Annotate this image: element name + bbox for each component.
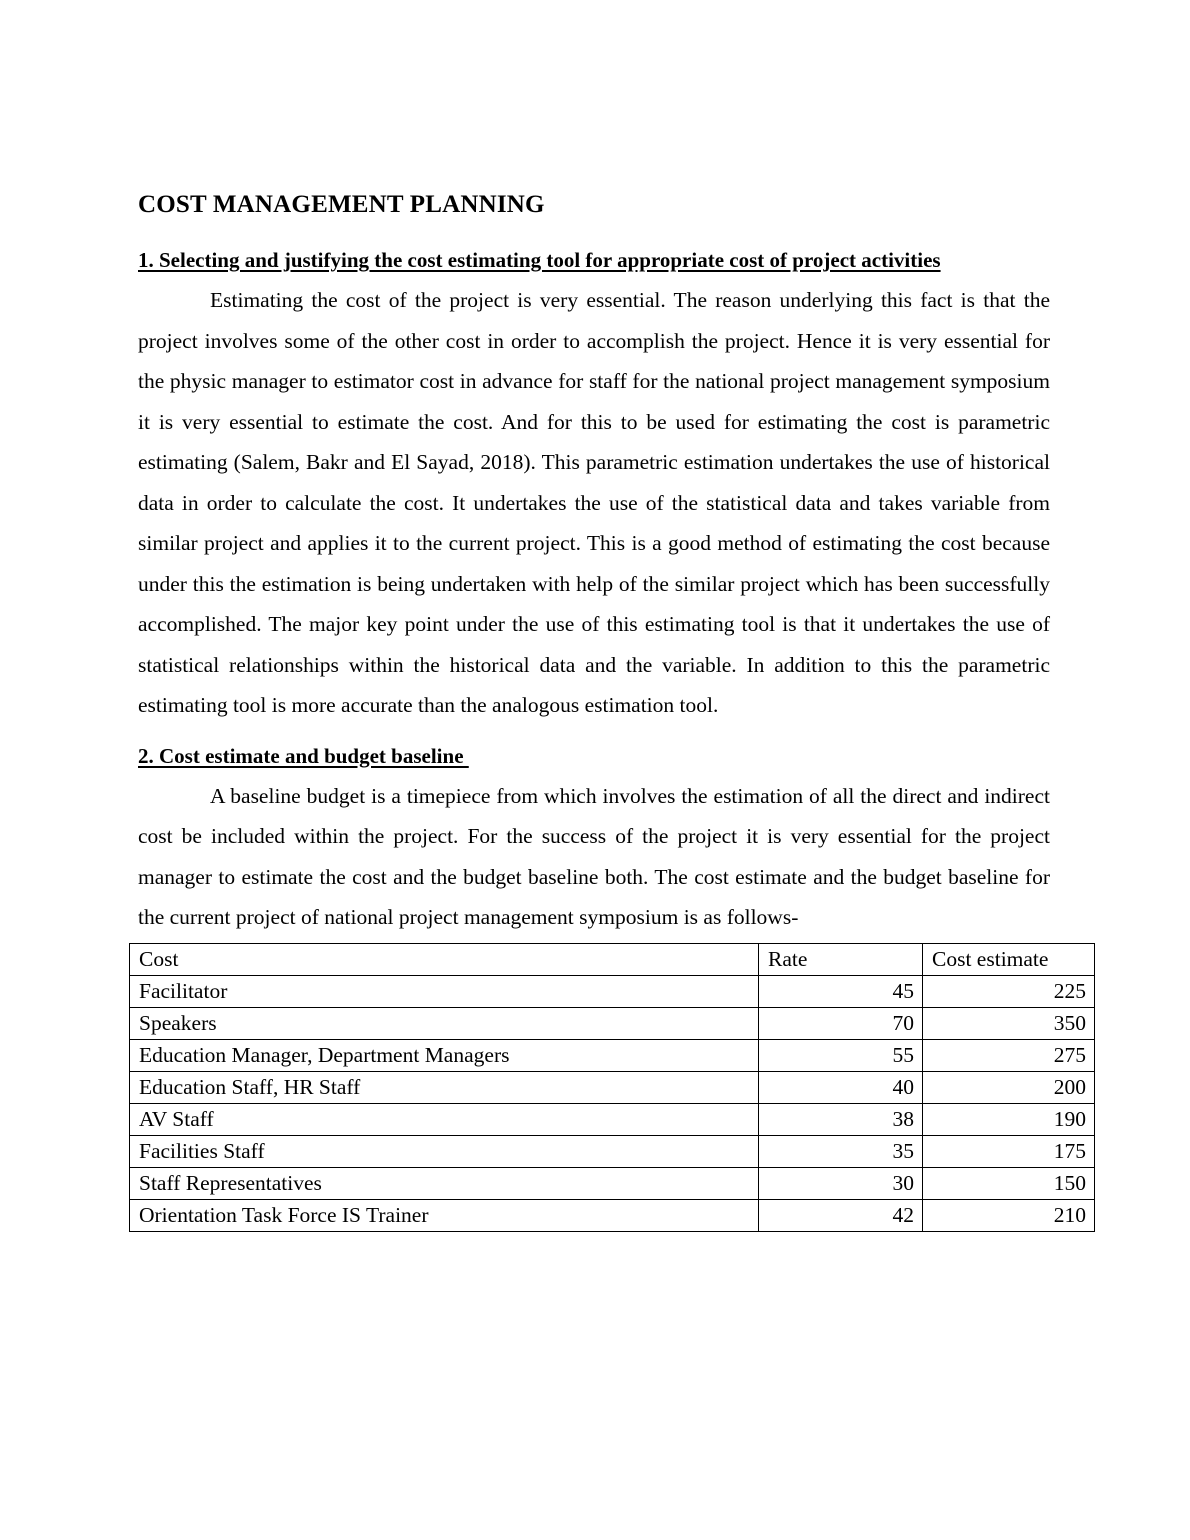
cost-estimate-table [129,943,1095,1232]
cell-cost: Facilitator [130,975,759,1007]
table-header [130,943,1095,975]
cell-rate: 42 [759,1199,923,1231]
column-header-rate: Rate [759,943,923,975]
cell-rate: 35 [759,1135,923,1167]
cell-rate: 45 [759,975,923,1007]
cell-cost: Education Manager, Department Managers [130,1039,759,1071]
cell-estimate: 175 [923,1135,1095,1167]
section-paragraph-1: Estimating the cost of the project is very essential. The reason underlying this fact is that the project involves some of the other cost in order to accomplish the project. Hence it is very essential for the physic manager to estimator cost in advance for staff for the national project management symposium it is very essential to estimate the cost. And for this to be used for estimating the cost is parametric estimating (Salem, Bakr and El Sayad, 2018). This parametric estimation undertakes the use of historical data in order to calculate the cost. It undertakes the use of the statistical data and takes variable from similar project and applies it to the current project. This is a good method of estimating the cost because under this the estimation is being undertaken with help of the similar project which has been successfully accomplished. The major key point under the use of this estimating tool is that it undertakes the use of statistical relationships within the historical data and the variable. In addition to this the parametric estimating tool is more accurate than the analogous estimation tool. [138,288,1050,717]
table-row [130,1007,1095,1039]
table-row [130,1039,1095,1071]
cell-cost: Education Staff, HR Staff [130,1071,759,1103]
section-heading-1: 1. Selecting and justifying the cost estimating tool for appropriate cost of project activities [138,248,941,272]
cell-cost: Staff Representatives [130,1167,759,1199]
cell-estimate: 190 [923,1103,1095,1135]
cell-rate: 55 [759,1039,923,1071]
cell-estimate: 150 [923,1167,1095,1199]
cell-rate: 70 [759,1007,923,1039]
cell-estimate: 350 [923,1007,1095,1039]
cell-cost: Facilities Staff [130,1135,759,1167]
cell-estimate: 210 [923,1199,1095,1231]
page-title: COST MANAGEMENT PLANNING [138,191,545,218]
cell-cost: AV Staff [130,1103,759,1135]
table-header-row [130,943,1095,975]
cell-estimate: 200 [923,1071,1095,1103]
table-row [130,1135,1095,1167]
cell-rate: 40 [759,1071,923,1103]
table-row [130,1167,1095,1199]
section-heading-2: 2. Cost estimate and budget baseline [138,743,469,768]
cell-estimate: 225 [923,975,1095,1007]
cell-rate: 30 [759,1167,923,1199]
column-header-cost-estimate: Cost estimate [923,943,1095,975]
column-header-cost: Cost [130,943,759,975]
cell-cost: Orientation Task Force IS Trainer [130,1199,759,1231]
cell-cost: Speakers [130,1007,759,1039]
table-row [130,1199,1095,1231]
table-row [130,1071,1095,1103]
section-paragraph-2: A baseline budget is a timepiece from which involves the estimation of all the direct and indirect cost be included within the project. For the success of the project it is very essential for the project manager to estimate the cost and the budget baseline both. The cost estimate and the budget baseline for the current project of national project management symposium is as follows- [138,783,1050,929]
table-body [130,975,1095,1231]
cell-estimate: 275 [923,1039,1095,1071]
table-row [130,975,1095,1007]
table-row [130,1103,1095,1135]
cell-rate: 38 [759,1103,923,1135]
